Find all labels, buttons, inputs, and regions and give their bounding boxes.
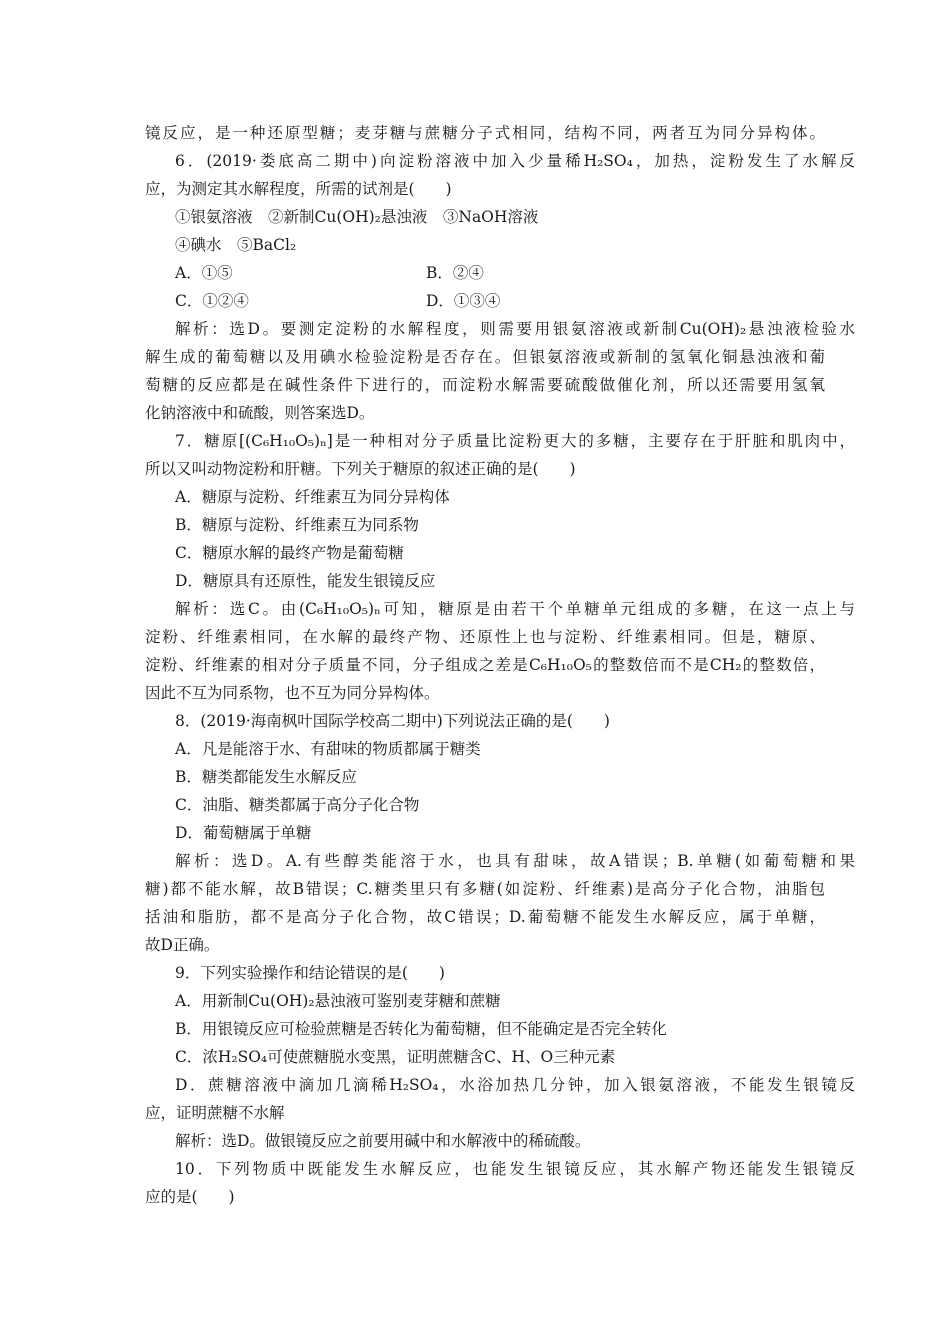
option-d-cont: 应，证明蔗糖不水解 <box>145 1104 285 1122</box>
analysis-9: 解析：选D。做银镜反应之前要用碱中和水解液中的稀硫酸。 <box>175 1132 591 1150</box>
analysis-8-line-4: 故D正确。 <box>145 936 220 954</box>
option-d: D．①③④ <box>426 292 501 310</box>
question-6-options-row-2 <box>175 290 855 312</box>
option-c: C．油脂、糖类都属于高分子化合物 <box>175 796 420 814</box>
analysis-6-line-3: 萄糖的反应都是在碱性条件下进行的，而淀粉水解需要硫酸做催化剂，所以还需要用氢氧 <box>145 376 825 394</box>
question-10-stem-cont: 应的是( ) <box>145 1188 235 1206</box>
analysis-7-line-4: 因此不互为同系物，也不互为同分异构体。 <box>145 684 440 702</box>
question-6-options-row-1 <box>175 262 855 284</box>
question-6-reagents-2: ④碘水 ⑤BaCl₂ <box>175 236 297 254</box>
analysis-7-line-2: 淀粉、纤维素相同，在水解的最终产物、还原性上也与淀粉、纤维素相同。但是，糖原、 <box>145 628 825 646</box>
option-a: A．用新制Cu(OH)₂悬浊液可鉴别麦芽糖和蔗糖 <box>175 992 501 1010</box>
option-c: C．①②④ <box>175 292 249 310</box>
option-b: B．糖原与淀粉、纤维素互为同系物 <box>175 516 419 534</box>
option-a: A．凡是能溶于水、有甜味的物质都属于糖类 <box>175 740 481 758</box>
option-a: A．①⑤ <box>175 264 233 282</box>
question-8-stem: 8．(2019·海南枫叶国际学校高二期中)下列说法正确的是( ) <box>175 712 610 730</box>
analysis-8-line-2: 糖)都不能水解，故B错误；C.糖类里只有多糖(如淀粉、纤维素)是高分子化合物，油脂包 <box>145 880 825 898</box>
option-b: B．②④ <box>426 264 484 282</box>
question-9-stem: 9．下列实验操作和结论错误的是( ) <box>175 964 445 982</box>
question-6-reagents-1: ①银氨溶液 ②新制Cu(OH)₂悬浊液 ③NaOH溶液 <box>175 208 539 226</box>
option-d: D．葡萄糖属于单糖 <box>175 824 312 842</box>
question-6-stem-cont: 应，为测定其水解程度，所需的试剂是( ) <box>145 180 452 198</box>
question-7-stem-cont: 所以又叫动物淀粉和肝糖。下列关于糖原的叙述正确的是( ) <box>145 460 576 478</box>
option-c: C．浓H₂SO₄可使蔗糖脱水变黑，证明蔗糖含C、H、O三种元素 <box>175 1048 616 1066</box>
question-7-stem: 7．糖原[(C₆H₁₀O₅)ₙ]是一种相对分子质量比淀粉更大的多糖，主要存在于肝脏和肌肉中， <box>175 432 855 450</box>
question-10-stem: 10．下列物质中既能发生水解反应，也能发生银镜反应，其水解产物还能发生银镜反 <box>175 1160 855 1178</box>
option-b: B．糖类都能发生水解反应 <box>175 768 357 786</box>
analysis-6-line-4: 化钠溶液中和硫酸，则答案选D。 <box>145 404 375 422</box>
paragraph-line: 镜反应，是一种还原型糖；麦芽糖与蔗糖分子式相同，结构不同，两者互为同分异构体。 <box>145 124 825 142</box>
option-b: B．用银镜反应可检验蔗糖是否转化为葡萄糖，但不能确定是否完全转化 <box>175 1020 667 1038</box>
analysis-8-line-1: 解析：选D。A.有些醇类能溶于水，也具有甜味，故A错误；B.单糖(如葡萄糖和果 <box>175 852 855 870</box>
analysis-6-line-1: 解析：选D。要测定淀粉的水解程度，则需要用银氨溶液或新制Cu(OH)₂悬浊液检验水 <box>175 320 855 338</box>
analysis-7-line-3: 淀粉、纤维素的相对分子质量不同，分子组成之差是C₆H₁₀O₅的整数倍而不是CH₂的整数倍， <box>145 656 825 674</box>
option-a: A．糖原与淀粉、纤维素互为同分异构体 <box>175 488 450 506</box>
option-d: D．糖原具有还原性，能发生银镜反应 <box>175 572 436 590</box>
analysis-6-line-2: 解生成的葡萄糖以及用碘水检验淀粉是否存在。但银氨溶液或新制的氢氧化铜悬浊液和葡 <box>145 348 825 366</box>
option-d: D．蔗糖溶液中滴加几滴稀H₂SO₄，水浴加热几分钟，加入银氨溶液，不能发生银镜反 <box>175 1076 855 1094</box>
analysis-7-line-1: 解析：选C。由(C₆H₁₀O₅)ₙ可知，糖原是由若干个单糖单元组成的多糖，在这一点上与 <box>175 600 855 618</box>
analysis-8-line-3: 括油和脂肪，都不是高分子化合物，故C错误；D.葡萄糖不能发生水解反应，属于单糖， <box>145 908 825 926</box>
question-6-stem: 6．(2019·娄底高二期中)向淀粉溶液中加入少量稀H₂SO₄，加热，淀粉发生了水解反 <box>175 152 855 170</box>
option-c: C．糖原水解的最终产物是葡萄糖 <box>175 544 404 562</box>
